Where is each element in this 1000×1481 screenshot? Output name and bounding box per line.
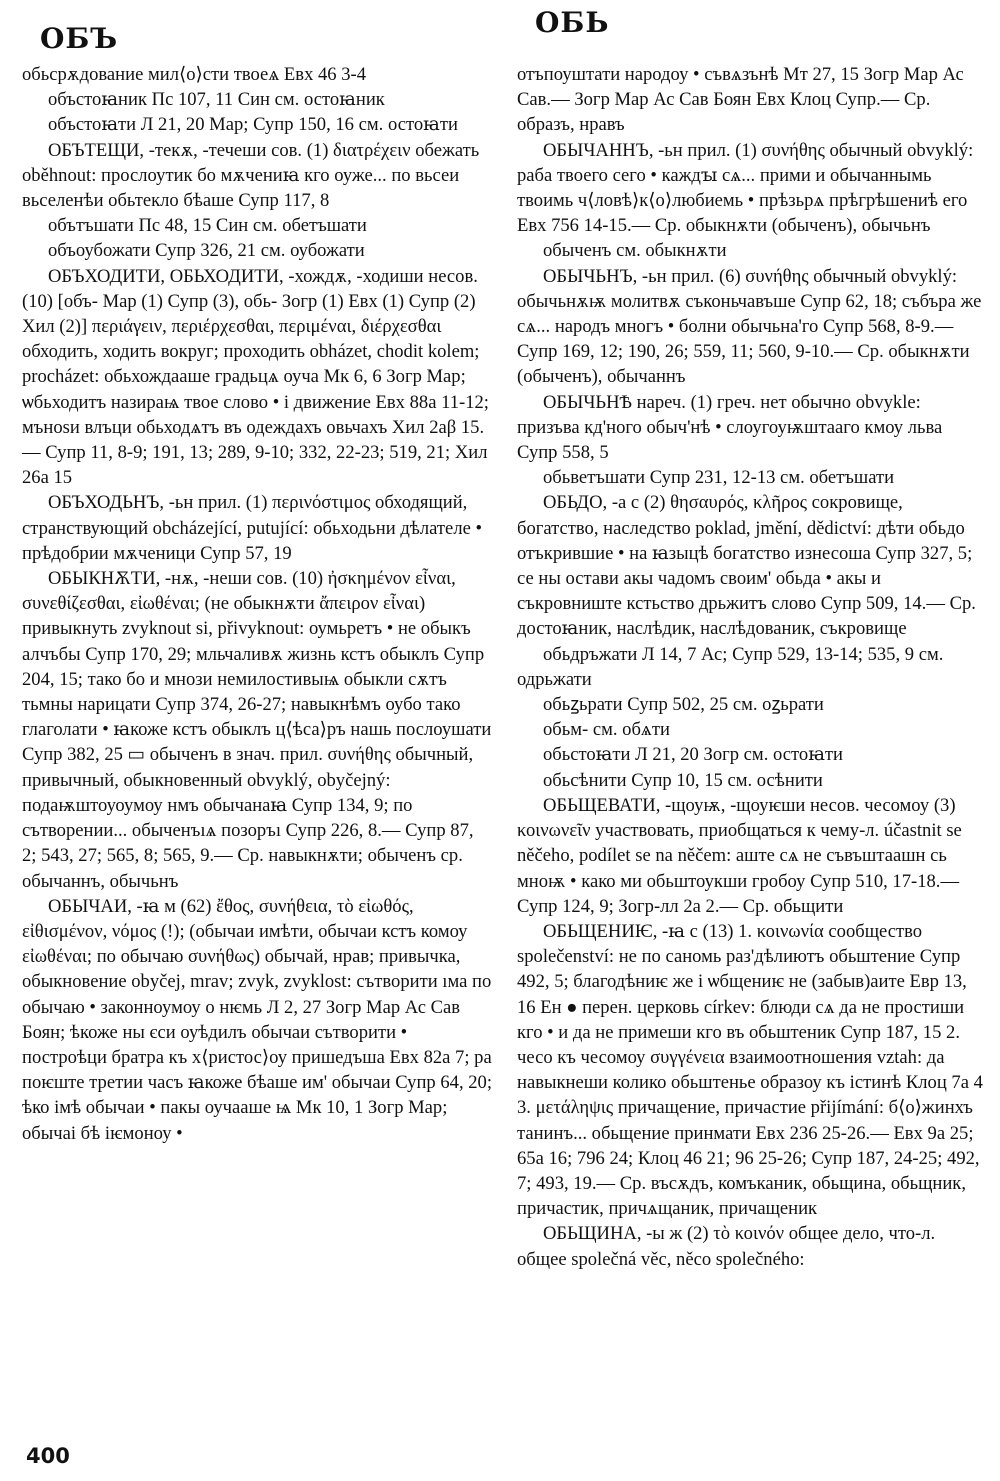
dictionary-entry: ОБЫЧЬНЪ, -ьн прил. (6) συνήθης обычный obvyklý: обычьнѫѭ молитвѫ съконьчавъше Супр 62, 18; събъра же сѧ... народъ многъ • болни обычьна'го Супр 568, 8-9.— Супр 169, 12; 190, 26; 559, 11; 560, 9-10.— Ср. обыкнѫти (обыченъ), обычаннъ (517, 265, 982, 388)
dictionary-entry: объстоꙗти Л 21, 20 Мар; Супр 150, 16 см. остоꙗти (48, 114, 458, 136)
dictionary-entry: объстоꙗник Пс 107, 11 Син см. остоꙗник (48, 89, 385, 111)
dictionary-entry: ОБЫЧЬНѢ нареч. (1) греч. нет обычно obvykle: призъва кд'ного обыч'нѣ • слоугоуѭштааго кмоу льва Супр 558, 5 (517, 391, 943, 464)
dictionary-entry: ОБЬЩЕНИѤ, -ꙗ с (13) 1. κοινωνία сообщество společenství: не по саномь раз'дѣлиютъ обьштение Супр 492, 5; благодѣниѥ же і ѡбщениѥ не (забыв)аите Евр 13, 16 Ен ● перен. церковь církev: блюди сѧ да не простиши кго • и да не примеши кго въ обьштеник Супр 187, 15 2. чесо къ чесомоу συγγένεια взаимоотношения vztah: да навыкнеши колико обьштенье образоу къ істинѣ Клоц 7а 4 3. μετάληψις причащение, причастие přijímání: б⟨о⟩жинхъ танинъ... обьщение принмати Евх 236 25-26.— Евх 9а 25; 65а 16; 796 24; Клоц 46 21; 96 25-26; Супр 187, 24-25; 492, 7; 493, 19.— Ср. въсѫдъ, комъканик, обьщина, обьщник, причастик, причѧщаник, причащеник (517, 920, 983, 1220)
dictionary-entry: обьдръжати Л 14, 7 Ас; Супр 529, 13-14; 535, 9 см. одрьжати (517, 643, 944, 690)
dictionary-entry: ОБЪХОДИТИ, ОБЬХОДИТИ, -хождѫ, -ходиши несов. (10) [объ- Мар (1) Супр (3), обь- Зогр (1) Евх (1) Супр (2) Хил (2)] περιάγειν, περιέρχεσθαι, περιμέναι, διέρχεσθαι обходить, ходить вокруг; проходить obházet, chodit kolem; procházet: обьхождааше градьцѧ оуча Мк 6, 6 Зогр Мар; ѡбьходитъ назираѩ твое слово • і движение Евх 88а 11-12; мъноѕи влъци обьходѧтъ въ одеждахъ овьчахъ Хил 2aβ 15.— Супр 11, 8-9; 191, 13; 289, 9-10; 332, 22-23; 519, 21; Хил 26а 15 (22, 265, 489, 489)
dictionary-entry: отъпоуштати народоу • съвѧзънѣ Мт 27, 15 Зогр Мар Ас Сав.— Зогр Мар Ас Сав Боян Евх Клоц Супр.— Ср. образъ, нравъ (517, 64, 964, 136)
dictionary-entry: обътъшати Пс 48, 15 Син см. обетъшати (48, 215, 367, 237)
dictionary-entry: ОБЫЧАННЪ, -ьн прил. (1) συνήθης обычный obvyklý: раба твоего сего • каждꙑ сѧ... прими и обычаннымь твоимь ч⟨ловѣ⟩к⟨о⟩любиемь • прѣзьрѧ прѣгрѣшениѣ его Евх 756 14-15.— Ср. обыкнѫти (обыченъ), обычьнъ (517, 139, 974, 237)
dictionary-entry: ОБЬДО, -а с (2) θησαυρός, κλῆρος сокровище, богатство, наследство poklad, jmění, dědictví: дѣти обьдо отъкрившие • на ꙗзыцѣ богатство изнесоша Супр 327, 5; се ны остави акы чадомъ своим' обьда • акы и съкровниште кстьство дрьжитъ слово Супр 509, 14.— Ср. достоꙗник, наслѣдик, наслѣдованик, съкровище (517, 492, 976, 640)
dictionary-entry: объоубожати Супр 326, 21 см. оубожати (48, 240, 365, 262)
dictionary-entry: обьм- см. обѧти (543, 719, 670, 741)
dictionary-entry: ОБЫЧАИ, -ꙗ м (62) ἔθος, συνήθεια, τὸ εἰωθός, εἰθισμένον, νόμος (!); (обычаи имѣти, обычаи кстъ комоу εἰωθέναι; по обычаю συνήθως) обычай, нрав; привычка, обыкновение obyčej, mrav; zvyk, zvyklost: сътворити ıма по обычаю • законноумоу о нѥмь Л 2, 27 Зогр Мар Ас Сав Боян; ѣкоже ны єси оуѣдилъ обычаи сътворити • построѣци братра къ х⟨ристос⟩оу пришедъша Евх 82а 7; ра поѥште третии часъ ꙗкоже бѣаше им' обычаи Супр 64, 20; ѣко імѣ обычаи • пакы оучааше ѩ Мк 10, 1 Зогр Мар; обычаі бѣ іѥмоноу • (22, 895, 492, 1144)
dictionary-entry: обьветъшати Супр 231, 12-13 см. обетъшати (543, 467, 895, 489)
dictionary-entry: обьсѣнити Супр 10, 15 см. осѣнити (543, 769, 823, 791)
dictionary-entry: ОБЫКНѪТИ, -нѫ, -неши сов. (10) ἠσκημένον εἶναι, συνεθίζεσθαι, εἰωθέναι; (не обыкнѫти ἄπειρον εἶναι) привыкнуть zvyknout si, přivyknout: оумьретъ • не обыкъ алчъбы Супр 170, 29; мльчаливѫ жизнь кстъ обыклъ Супр 204, 15; тако бо и мнози немилостивыѩ обыкли сѫтъ тьмны нарицати Супр 374, 26-27; навыкнѣмъ оубо тако глаголати • ꙗкоже кстъ обыклъ ц⟨ѣса⟩ръ нашь послоушати Супр 382, 25 ▭ обыченъ в знач. прил. συνήθης обычный, привычный, обыкновенный obvyklý, obyčejný: подаѭштоуоумоу нмъ обычанаꙗ Супр 134, 9; по сътворении... обыченъıѧ позоръı Супр 226, 8.— Супр 87, 2; 543, 27; 565, 8; 565, 9.— Ср. навыкнѫти; обыченъ ср. обычаннъ, обычьнъ (22, 568, 492, 892)
dictionary-entry: обьстоꙗти Л 21, 20 Зогр см. остоꙗти (543, 744, 843, 766)
dictionary-entry: ОБЪТЕЩИ, -текѫ, -течеши сов. (1) διατρέχειν обежать oběhnout: прослоутик бо мѫчениꙗ кго оуже... по вьсеи вьселенѣи обьтекло бѣаше Супр 117, 8 (22, 139, 480, 212)
dictionary-entry: ОБЬЩЕВАТИ, -щоуѭ, -щоуѥши несов. чесомоу (3) κοινωνεῖν участвовать, приобщаться к чему-л. účastnit se něčeho, podílet se na něčem: аште сѧ не съвъштаашн сь мноѭ • како ми обьштоукши гробоу Супр 510, 17-18.— Супр 124, 9; Зогр-лл 2а 2.— Ср. обьщити (517, 794, 962, 917)
right-column (517, 62, 983, 1272)
running-head-left: ОБЪ (40, 22, 119, 55)
page-number: 400 (26, 1444, 70, 1468)
dictionary-entry: обьсрѫдование мил⟨о⟩сти твоеѧ Евх 46 3-4 (22, 64, 367, 85)
left-column (22, 62, 492, 1146)
dictionary-entry: обыченъ см. обыкнѫти (543, 240, 727, 262)
dictionary-entry: обьꙁьрати Супр 502, 25 см. оꙁьрати (543, 694, 824, 716)
running-head-right: ОБЬ (535, 6, 610, 39)
dictionary-entry: ОБЪХОДЬНЪ, -ьн прил. (1) περινόστιμος обходящий, странствующий obcházející, putující: обьходьни дѣлателе • прѣдобрии мѫченици Супр 57, 19 (22, 492, 483, 564)
dictionary-entry: ОБЬЩИНА, -ы ж (2) τὸ κοινόν общее дело, что-л. общее společná věc, něco společného: (517, 1223, 936, 1270)
